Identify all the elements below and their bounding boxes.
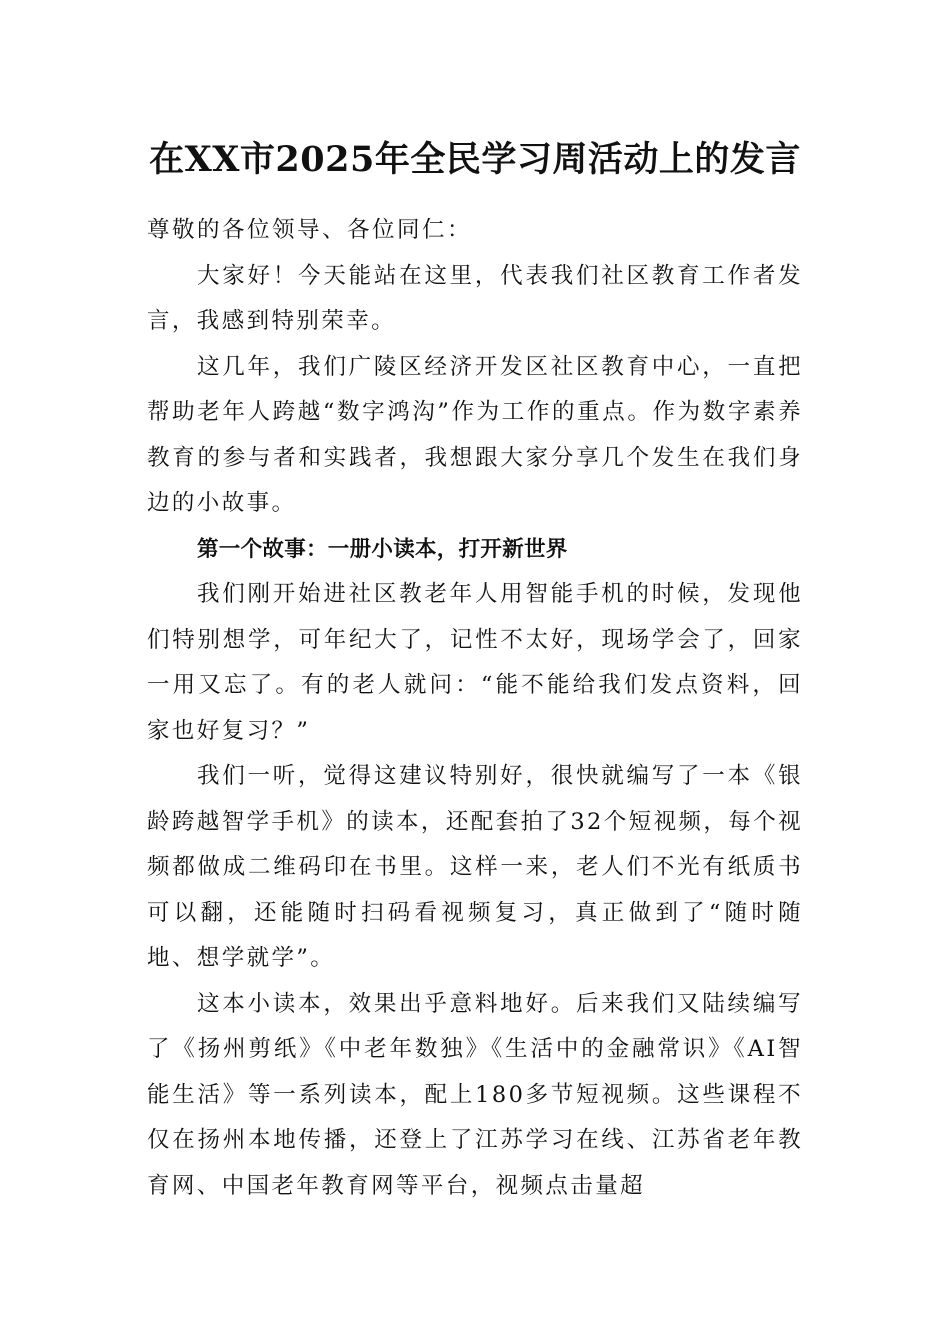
document-body bbox=[147, 208, 803, 1209]
document-title: 在XX市2025年全民学习周活动上的发言 bbox=[149, 139, 801, 181]
paragraph-story-2: 我们一听，觉得这建议特别好，很快就编写了一本《银龄跨越智学手机》的读本，还配套拍了32个短视频，每个视频都做成二维码印在书里。这样一来，老人们不光有纸质书可以翻，还能随时扫码看视频复习，真正做到了“随时随地、想学就学”。 bbox=[147, 763, 803, 971]
section-heading: 第一个故事：一册小读本，打开新世界 bbox=[197, 536, 568, 562]
paragraph-opening: 大家好！今天能站在这里，代表我们社区教育工作者发言，我感到特别荣幸。 bbox=[147, 262, 803, 334]
paragraph-story-3: 这本小读本，效果出乎意料地好。后来我们又陆续编写了《扬州剪纸》《中老年数独》《生活中的金融常识》《AI智能生活》等一系列读本，配上180多节短视频。这些课程不仅在扬州本地传播，还登上了江苏学习在线、江苏省老年教育网、中国老年教育网等平台，视频点击量超 bbox=[147, 990, 803, 1199]
paragraph-intro: 这几年，我们广陵区经济开发区社区教育中心，一直把帮助老年人跨越“数字鸿沟”作为工作的重点。作为数字素养教育的参与者和实践者，我想跟大家分享几个发生在我们身边的小故事。 bbox=[147, 353, 803, 516]
paragraph-story-1: 我们刚开始进社区教老年人用智能手机的时候，发现他们特别想学，可年纪大了，记性不太好，现场学会了，回家一用又忘了。有的老人就问：“能不能给我们发点资料，回家也好复习？” bbox=[147, 581, 803, 744]
greeting-line: 尊敬的各位领导、各位同仁： bbox=[147, 217, 473, 243]
